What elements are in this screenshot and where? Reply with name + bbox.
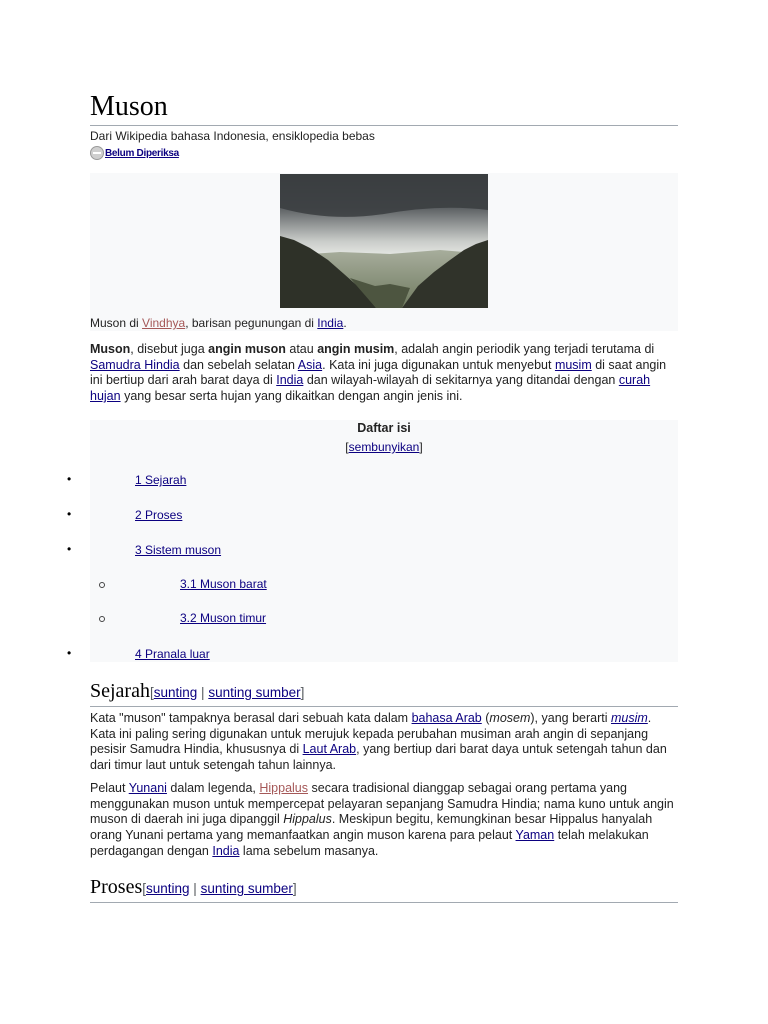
review-flag bbox=[90, 145, 179, 161]
toc-toggle: [sembunyikan] bbox=[345, 440, 423, 454]
toc-hide-link[interactable]: sembunyikan bbox=[348, 440, 420, 454]
caption-link-india[interactable]: India bbox=[317, 316, 344, 330]
sejarah-paragraph-1: Kata "muson" tampaknya berasal dari sebuah kata dalam bahasa Arab (mosem), yang berarti musim. Kata ini paling sering digunakan untuk merujuk kepada perubahan musiman arah angin di sepanjang pesisir Samudra Hindia, khususnya di Laut Arab, yang bertiup dari barat daya untuk setengah tahun dan dari timur laut untuk setengah tahun lainnya. bbox=[90, 711, 667, 773]
link-musim[interactable]: musim bbox=[554, 357, 592, 372]
link-india[interactable]: India bbox=[212, 843, 240, 858]
figure-caption: Muson di Vindhya, barisan pegunungan di India. bbox=[90, 316, 347, 330]
toc-item-pranala-luar[interactable]: 4 Pranala luar bbox=[135, 647, 210, 661]
table-of-contents bbox=[90, 420, 678, 662]
toc-item-muson-timur[interactable]: 3.2 Muson timur bbox=[180, 611, 267, 625]
page-title: Muson bbox=[90, 90, 678, 126]
monsoon-photo[interactable] bbox=[280, 174, 488, 308]
section-heading-proses: Proses[sunting | sunting sumber] bbox=[90, 875, 678, 903]
toc-sub-bullet bbox=[99, 616, 105, 622]
link-yaman[interactable]: Yaman bbox=[515, 828, 555, 843]
edit-source-link[interactable]: sunting sumber bbox=[208, 685, 301, 700]
caption-link-vindhya[interactable]: Vindhya bbox=[142, 316, 186, 330]
link-curah-hujan[interactable]: curah hujan bbox=[90, 373, 651, 404]
toc-item-sejarah[interactable]: 1 Sejarah bbox=[135, 473, 187, 487]
link-india[interactable]: India bbox=[276, 373, 304, 388]
edit-source-link[interactable]: sunting sumber bbox=[200, 881, 293, 896]
link-hippalus[interactable]: Hippalus bbox=[259, 781, 309, 795]
link-musim-italic[interactable]: musim bbox=[610, 711, 648, 725]
toc-title: Daftar isi bbox=[357, 421, 411, 435]
toc-bullet: • bbox=[67, 646, 72, 660]
link-yunani[interactable]: Yunani bbox=[128, 781, 167, 795]
toc-sub-bullet bbox=[99, 582, 105, 588]
site-tagline: Dari Wikipedia bahasa Indonesia, ensiklopedia bebas bbox=[90, 129, 375, 143]
toc-item-proses[interactable]: 2 Proses bbox=[135, 508, 183, 522]
sejarah-paragraph-2: Pelaut Yunani dalam legenda, Hippalus secara tradisional dianggap sebagai orang pertama yang menggunakan muson untuk mempercepat pelayaran sepanjang Samudra Hindia; nama kuno untuk angin muson di daerah ini juga dipanggil Hippalus. Meskipun begitu, kemungkinan besar Hippalus hanyalah orang Yunani pertama yang memanfaatkan angin muson karena para pelaut Yaman telah melakukan perdagangan dengan India lama sebelum masanya. bbox=[90, 781, 674, 858]
thumbnail-figure bbox=[90, 173, 678, 331]
edit-link[interactable]: sunting bbox=[146, 881, 190, 896]
link-laut-arab[interactable]: Laut Arab bbox=[302, 742, 357, 757]
link-bahasa-arab[interactable]: bahasa Arab bbox=[411, 711, 482, 725]
link-asia[interactable]: Asia bbox=[297, 357, 323, 372]
toc-bullet: • bbox=[67, 542, 72, 556]
toc-bullet: • bbox=[67, 472, 72, 486]
review-status-link[interactable]: Belum Diperiksa bbox=[105, 147, 179, 159]
toc-item-muson-barat[interactable]: 3.1 Muson barat bbox=[180, 577, 267, 591]
toc-item-sistem-muson[interactable]: 3 Sistem muson bbox=[135, 543, 222, 557]
intro-paragraph: Muson, disebut juga angin muson atau angin musim, adalah angin periodik yang terjadi terutama di Samudra Hindia dan sebelah selatan Asia. Kata ini juga digunakan untuk menyebut musim di saat angin ini bertiup dari arah barat daya di India dan wilayah-wilayah di sekitarnya yang ditandai dengan curah hujan yang besar serta hujan yang dikaitkan dengan angin jenis ini. bbox=[90, 342, 667, 404]
toc-bullet: • bbox=[67, 507, 72, 521]
link-samudra-hindia[interactable]: Samudra Hindia bbox=[90, 357, 180, 372]
section-heading-sejarah: Sejarah[sunting | sunting sumber] bbox=[90, 679, 678, 707]
unreviewed-icon bbox=[90, 146, 104, 160]
edit-link[interactable]: sunting bbox=[153, 685, 198, 700]
